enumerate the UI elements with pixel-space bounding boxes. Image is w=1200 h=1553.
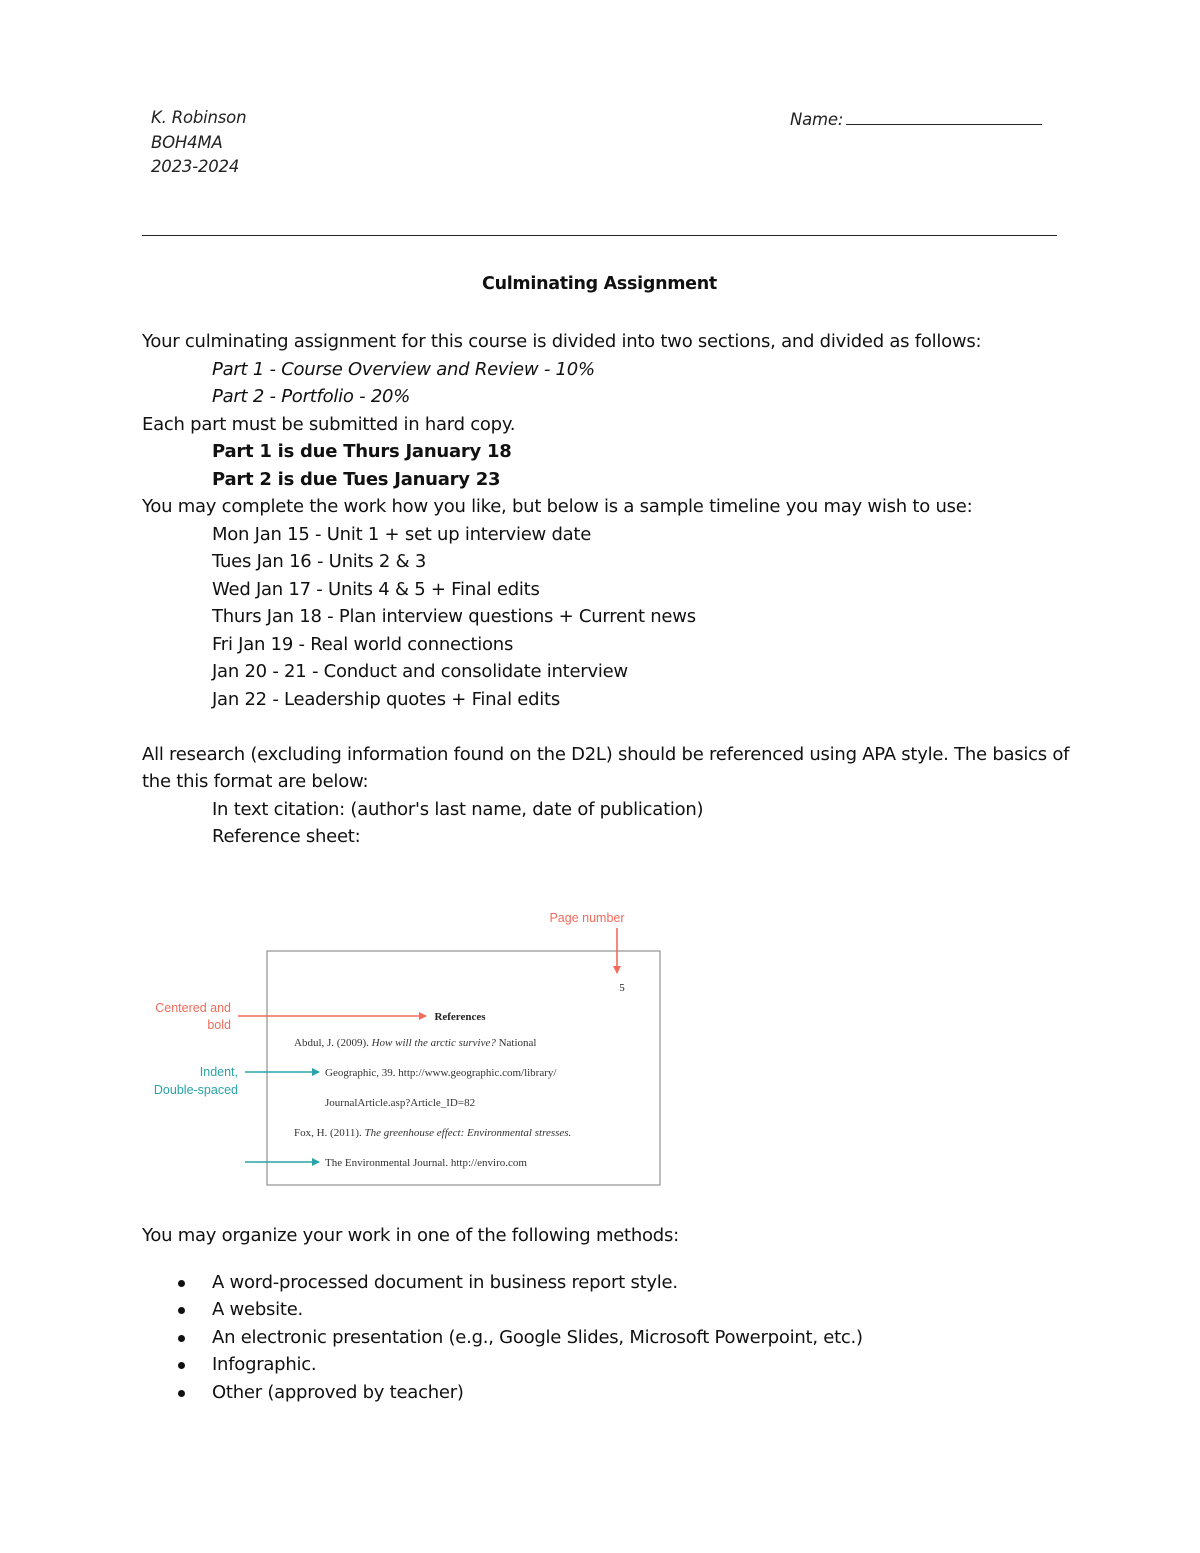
apa-reference-figure xyxy=(142,905,672,1195)
course-code: BOH4MA xyxy=(151,132,223,152)
methods-intro: You may organize your work in one of the following methods: xyxy=(142,1225,679,1246)
school-year: 2023-2024 xyxy=(151,157,240,176)
apa-intro: All research (excluding information found on the D2L) should be referenced using APA style. The basics of the this format are below: xyxy=(142,743,1070,792)
bullet-icon xyxy=(178,1280,185,1287)
timeline-item: Jan 20 - 21 - Conduct and consolidate interview xyxy=(212,661,628,682)
timeline-item: Jan 22 - Leadership quotes + Final edits xyxy=(212,688,560,710)
bullet-icon xyxy=(178,1307,185,1314)
list-item: An electronic presentation (e.g., Google Slides, Microsoft Powerpoint, etc.) xyxy=(142,1324,1072,1352)
centered-annotation-line2: bold xyxy=(207,1018,231,1032)
part-item: Part 2 - Portfolio - 20% xyxy=(212,386,411,407)
apa-item: In text citation: (author's last name, date of publication) xyxy=(212,798,704,820)
due-date: Part 2 is due Tues January 23 xyxy=(212,468,501,490)
bullet-icon xyxy=(178,1335,185,1342)
teacher-name: K. Robinson xyxy=(151,108,247,127)
reference-entry-line: Fox, H. (2011). The greenhouse effect: Environmental stresses. xyxy=(294,1127,572,1139)
reference-entry-line: Abdul, J. (2009). How will the arctic survive? National xyxy=(294,1037,537,1049)
list-item: A word-processed document in business report style. xyxy=(142,1269,1072,1297)
reference-entry-line: Geographic, 39. http://www.geographic.com/library/ xyxy=(325,1067,557,1079)
reference-entry-line: JournalArticle.asp?Article_ID=82 xyxy=(325,1097,476,1109)
name-blank-line xyxy=(846,106,1042,125)
header-info xyxy=(151,106,246,180)
assignment-body xyxy=(142,328,1072,851)
intro-text: Your culminating assignment for this course is divided into two sections, and divided as follows: xyxy=(142,331,982,352)
methods-section xyxy=(142,1222,1072,1406)
page-number-annotation: Page number xyxy=(549,911,625,925)
timeline-item: Tues Jan 16 - Units 2 & 3 xyxy=(212,551,427,572)
apa-item: Reference sheet: xyxy=(212,826,361,847)
submission-note: Each part must be submitted in hard copy. xyxy=(142,413,516,435)
part-item: Part 1 - Course Overview and Review - 10% xyxy=(212,358,595,380)
due-date: Part 1 is due Thurs January 18 xyxy=(212,441,512,462)
bullet-icon xyxy=(178,1362,185,1369)
indent-annotation-line1: Indent, xyxy=(199,1065,238,1079)
page-title: Culminating Assignment xyxy=(482,274,717,294)
indent-annotation-line2: Double-spaced xyxy=(153,1083,238,1097)
centered-annotation-line1: Centered and xyxy=(155,1001,231,1015)
references-heading: References xyxy=(434,1011,486,1023)
timeline-item: Fri Jan 19 - Real world connections xyxy=(212,633,514,655)
list-item: Other (approved by teacher) xyxy=(142,1379,1072,1407)
methods-list xyxy=(142,1269,1072,1407)
bullet-icon xyxy=(178,1390,185,1397)
list-item: Infographic. xyxy=(142,1351,1072,1379)
header-divider xyxy=(142,235,1057,236)
student-name-field xyxy=(790,106,1042,133)
timeline-item: Wed Jan 17 - Units 4 & 5 + Final edits xyxy=(212,578,540,600)
name-label: Name: xyxy=(790,110,844,129)
timeline-item: Thurs Jan 18 - Plan interview questions + Current news xyxy=(212,606,696,627)
timeline-intro: You may complete the work how you like, but below is a sample timeline you may wish to use: xyxy=(142,496,973,517)
list-item: A website. xyxy=(142,1296,1072,1324)
reference-entry-line: The Environmental Journal. http://enviro.com xyxy=(325,1157,527,1169)
timeline-item: Mon Jan 15 - Unit 1 + set up interview date xyxy=(212,523,592,545)
sample-page-number: 5 xyxy=(619,982,625,994)
